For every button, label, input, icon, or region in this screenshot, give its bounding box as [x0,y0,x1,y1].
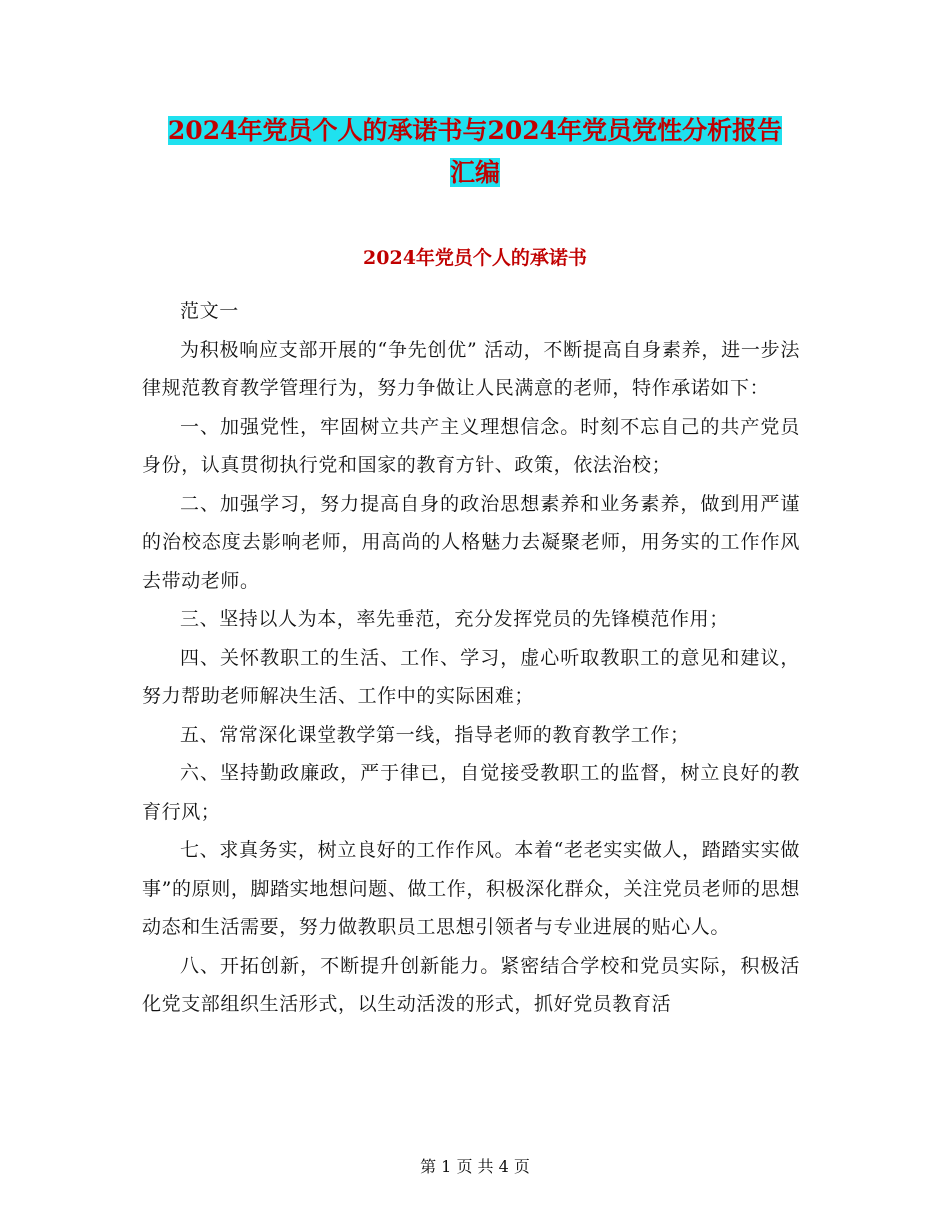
paragraph-intro: 为积极响应支部开展的“争先创优” 活动，不断提高自身素养，进一步法律规范教育教学管理行为，努力争做让人民满意的老师，特作承诺如下： [142,338,800,399]
paragraph-item-8: 八、开拓创新，不断提升创新能力。紧密结合学校和党员实际，积极活化党支部组织生活形式，以生动活泼的形式，抓好党员教育活 [142,954,800,1015]
paragraph-item-5: 五、常常深化课堂教学第一线，指导老师的教育教学工作； [180,723,690,746]
paragraph-item-3: 三、坚持以人为本，率先垂范，充分发挥党员的先锋模范作用； [180,608,729,630]
document-title-line-1 [0,112,950,150]
document-title-text-1: 2024年党员个人的承诺书与2024年党员党性分析报告 [167,116,783,145]
page-footer: 第 1 页 共 4 页 [420,1157,530,1176]
paragraph-item-6: 六、坚持勤政廉政，严于律已，自觉接受教职工的监督，树立良好的教育行风； [142,762,800,823]
document-title-line-2 [0,154,950,192]
document-body [142,292,800,1024]
section-title: 2024年党员个人的承诺书 [363,247,587,269]
paragraph-item-7: 七、求真务实，树立良好的工作作风。本着“老老实实做人，踏踏实实做事”的原则，脚踏实地想问题、做工作，积极深化群众，关注党员老师的思想动态和生活需要，努力做教职员工思想引领者与专业进展的贴心人。 [142,839,800,938]
paragraph-item-1: 一、加强党性，牢固树立共产主义理想信念。时刻不忘自己的共产党员身份，认真贯彻执行党和国家的教育方针、政策，依法治校； [142,415,800,476]
paragraph-sample-label: 范文一 [180,300,239,322]
paragraph-item-2: 二、加强学习，努力提高自身的政治思想素养和业务素养，做到用严谨的治校态度去影响老师，用高尚的人格魅力去凝聚老师，用务实的工作作风去带动老师。 [142,492,800,592]
paragraph-item-4: 四、关怀教职工的生活、工作、学习，虚心听取教职工的意见和建议，努力帮助老师解决生活、工作中的实际困难； [142,646,800,707]
document-title-text-2: 汇编 [449,158,500,187]
